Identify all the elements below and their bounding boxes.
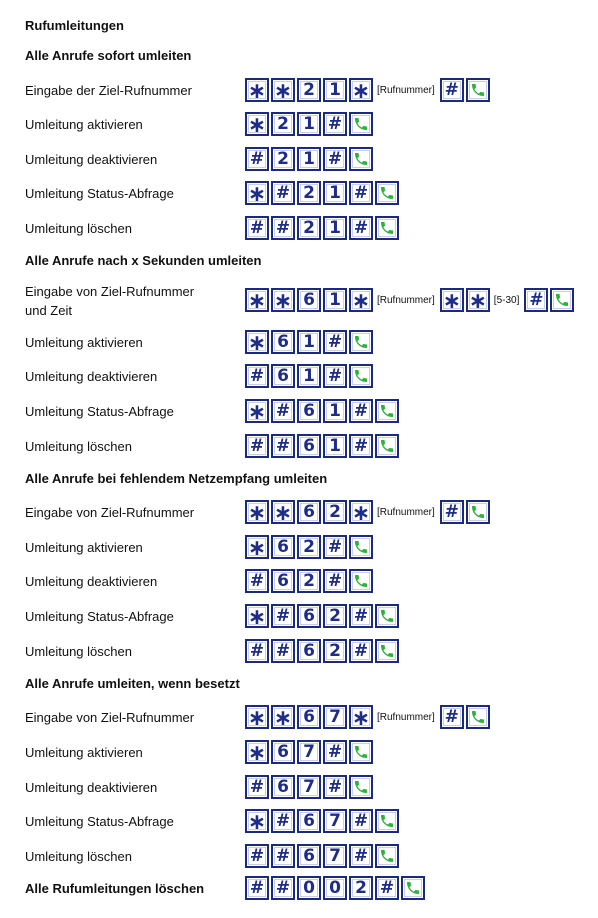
phone-call-icon <box>466 500 490 524</box>
hash-key: # <box>349 216 373 240</box>
row-label: Eingabe der Ziel-Rufnummer <box>25 83 192 98</box>
phone-call-icon <box>349 535 373 559</box>
digit-key: 6 <box>297 809 321 833</box>
star-key: ∗ <box>245 740 269 764</box>
hash-key: # <box>271 181 295 205</box>
digit-key: 2 <box>323 604 347 628</box>
star-key: ∗ <box>349 500 373 524</box>
hash-key: # <box>323 535 347 559</box>
key-sequence <box>245 330 373 354</box>
hash-key: # <box>440 78 464 102</box>
hash-key: # <box>323 147 347 171</box>
phone-call-icon <box>466 78 490 102</box>
hash-key: # <box>323 569 347 593</box>
star-key: ∗ <box>349 705 373 729</box>
digit-key: 2 <box>271 112 295 136</box>
star-key: ∗ <box>245 399 269 423</box>
digit-key: 6 <box>297 639 321 663</box>
digit-key: 6 <box>271 330 295 354</box>
parameter-placeholder: [Rufnummer] <box>377 294 435 306</box>
star-key: ∗ <box>349 78 373 102</box>
star-key: ∗ <box>245 181 269 205</box>
row-label: Umleitung löschen <box>25 439 132 454</box>
phone-call-icon <box>375 809 399 833</box>
key-sequence <box>245 775 373 799</box>
parameter-placeholder: [5-30] <box>493 294 520 306</box>
digit-key: 6 <box>271 364 295 388</box>
key-sequence <box>245 181 399 205</box>
digit-key: 1 <box>297 147 321 171</box>
row-label: Umleitung aktivieren <box>25 117 143 132</box>
phone-call-icon <box>349 330 373 354</box>
digit-key: 7 <box>297 740 321 764</box>
key-sequence <box>245 535 373 559</box>
hash-key: # <box>349 434 373 458</box>
hash-key: # <box>245 147 269 171</box>
digit-key: 2 <box>349 876 373 900</box>
digit-key: 1 <box>323 399 347 423</box>
row-label: Umleitung aktivieren <box>25 540 143 555</box>
row-label: Umleitung Status-Abfrage <box>25 404 174 419</box>
section-heading: Alle Anrufe sofort umleiten <box>25 48 192 63</box>
digit-key: 0 <box>297 876 321 900</box>
digit-key: 6 <box>271 569 295 593</box>
star-key: ∗ <box>245 535 269 559</box>
digit-key: 6 <box>297 844 321 868</box>
digit-key: 2 <box>297 181 321 205</box>
row-label: Umleitung deaktivieren <box>25 574 158 589</box>
hash-key: # <box>245 364 269 388</box>
digit-key: 1 <box>297 364 321 388</box>
digit-key: 2 <box>271 147 295 171</box>
star-key: ∗ <box>245 604 269 628</box>
hash-key: # <box>271 809 295 833</box>
digit-key: 2 <box>297 216 321 240</box>
row-label: Eingabe von Ziel-Rufnummer <box>25 505 195 520</box>
phone-call-icon <box>375 216 399 240</box>
key-sequence <box>245 364 373 388</box>
digit-key: 1 <box>297 112 321 136</box>
row-label: Umleitung löschen <box>25 221 132 236</box>
hash-key: # <box>245 876 269 900</box>
star-key: ∗ <box>440 288 464 312</box>
star-key: ∗ <box>245 500 269 524</box>
digit-key: 7 <box>297 775 321 799</box>
hash-key: # <box>349 639 373 663</box>
digit-key: 2 <box>297 569 321 593</box>
digit-key: 6 <box>297 399 321 423</box>
digit-key: 2 <box>323 639 347 663</box>
parameter-placeholder: [Rufnummer] <box>377 506 435 518</box>
row-label: Umleitung Status-Abfrage <box>25 814 174 829</box>
phone-call-icon <box>375 604 399 628</box>
hash-key: # <box>271 639 295 663</box>
key-sequence <box>245 434 399 458</box>
hash-key: # <box>349 844 373 868</box>
key-sequence <box>245 639 399 663</box>
row-label: Umleitung aktivieren <box>25 335 143 350</box>
row-label <box>25 282 194 320</box>
hash-key: # <box>271 876 295 900</box>
row-label: Umleitung Status-Abfrage <box>25 186 174 201</box>
star-key: ∗ <box>245 288 269 312</box>
digit-key: 6 <box>271 535 295 559</box>
digit-key: 2 <box>297 535 321 559</box>
star-key: ∗ <box>271 705 295 729</box>
phone-call-icon <box>401 876 425 900</box>
phone-call-icon <box>375 639 399 663</box>
parameter-placeholder: [Rufnummer] <box>377 84 435 96</box>
hash-key: # <box>323 330 347 354</box>
row-label: Umleitung Status-Abfrage <box>25 609 174 624</box>
hash-key: # <box>524 288 548 312</box>
digit-key: 6 <box>297 500 321 524</box>
row-label: Eingabe von Ziel-Rufnummer <box>25 710 195 725</box>
digit-key: 6 <box>271 740 295 764</box>
digit-key: 7 <box>323 705 347 729</box>
hash-key: # <box>271 844 295 868</box>
hash-key: # <box>245 639 269 663</box>
star-key: ∗ <box>245 330 269 354</box>
hash-key: # <box>323 775 347 799</box>
hash-key: # <box>245 569 269 593</box>
digit-key: 1 <box>323 216 347 240</box>
phone-call-icon <box>349 740 373 764</box>
digit-key: 1 <box>323 181 347 205</box>
row-label: Alle Rufumleitungen löschen <box>25 881 205 896</box>
digit-key: 6 <box>297 288 321 312</box>
phone-call-icon <box>375 434 399 458</box>
row-label: Umleitung löschen <box>25 849 132 864</box>
hash-key: # <box>323 364 347 388</box>
hash-key: # <box>349 604 373 628</box>
key-sequence <box>245 216 399 240</box>
digit-key: 1 <box>323 434 347 458</box>
key-sequence <box>245 78 490 102</box>
hash-key: # <box>245 216 269 240</box>
digit-key: 6 <box>271 775 295 799</box>
hash-key: # <box>245 844 269 868</box>
digit-key: 0 <box>323 876 347 900</box>
hash-key: # <box>440 705 464 729</box>
row-label: Umleitung deaktivieren <box>25 152 158 167</box>
key-sequence <box>245 604 399 628</box>
star-key: ∗ <box>349 288 373 312</box>
hash-key: # <box>245 775 269 799</box>
row-label: Umleitung aktivieren <box>25 745 143 760</box>
phone-call-icon <box>349 775 373 799</box>
phone-call-icon <box>375 181 399 205</box>
key-sequence <box>245 112 373 136</box>
key-sequence <box>245 809 399 833</box>
star-key: ∗ <box>271 288 295 312</box>
key-sequence <box>245 569 373 593</box>
parameter-placeholder: [Rufnummer] <box>377 711 435 723</box>
phone-call-icon <box>550 288 574 312</box>
section-heading: Alle Anrufe umleiten, wenn besetzt <box>25 676 240 691</box>
star-key: ∗ <box>245 112 269 136</box>
digit-key: 7 <box>323 844 347 868</box>
row-label: Umleitung deaktivieren <box>25 369 158 384</box>
hash-key: # <box>349 181 373 205</box>
phone-call-icon <box>375 844 399 868</box>
hash-key: # <box>271 399 295 423</box>
key-sequence <box>245 844 399 868</box>
digit-key: 2 <box>323 500 347 524</box>
star-key: ∗ <box>245 78 269 102</box>
digit-key: 1 <box>297 330 321 354</box>
row-label: Umleitung deaktivieren <box>25 780 158 795</box>
digit-key: 7 <box>323 809 347 833</box>
hash-key: # <box>440 500 464 524</box>
key-sequence <box>245 705 490 729</box>
section-heading: Alle Anrufe nach x Sekunden umleiten <box>25 253 262 268</box>
digit-key: 6 <box>297 434 321 458</box>
hash-key: # <box>271 216 295 240</box>
page-title: Rufumleitungen <box>25 18 124 33</box>
phone-call-icon <box>375 399 399 423</box>
star-key: ∗ <box>245 809 269 833</box>
hash-key: # <box>271 434 295 458</box>
digit-key: 6 <box>297 705 321 729</box>
hash-key: # <box>271 604 295 628</box>
section-heading: Alle Anrufe bei fehlendem Netzempfang umleiten <box>25 471 328 486</box>
row-label-line: Eingabe von Ziel-Rufnummer <box>25 284 195 299</box>
star-key: ∗ <box>245 705 269 729</box>
phone-call-icon <box>349 147 373 171</box>
row-label-line: und Zeit <box>25 303 72 318</box>
key-sequence <box>245 147 373 171</box>
key-sequence <box>245 740 373 764</box>
hash-key: # <box>349 399 373 423</box>
digit-key: 6 <box>297 604 321 628</box>
phone-call-icon <box>349 364 373 388</box>
hash-key: # <box>245 434 269 458</box>
phone-call-icon <box>349 569 373 593</box>
phone-call-icon <box>349 112 373 136</box>
hash-key: # <box>375 876 399 900</box>
row-label: Umleitung löschen <box>25 644 132 659</box>
key-sequence <box>245 500 490 524</box>
hash-key: # <box>323 740 347 764</box>
key-sequence <box>245 876 425 900</box>
star-key: ∗ <box>271 500 295 524</box>
key-sequence <box>245 288 574 312</box>
hash-key: # <box>349 809 373 833</box>
star-key: ∗ <box>466 288 490 312</box>
digit-key: 2 <box>297 78 321 102</box>
hash-key: # <box>323 112 347 136</box>
phone-call-icon <box>466 705 490 729</box>
key-sequence <box>245 399 399 423</box>
digit-key: 1 <box>323 288 347 312</box>
star-key: ∗ <box>271 78 295 102</box>
digit-key: 1 <box>323 78 347 102</box>
